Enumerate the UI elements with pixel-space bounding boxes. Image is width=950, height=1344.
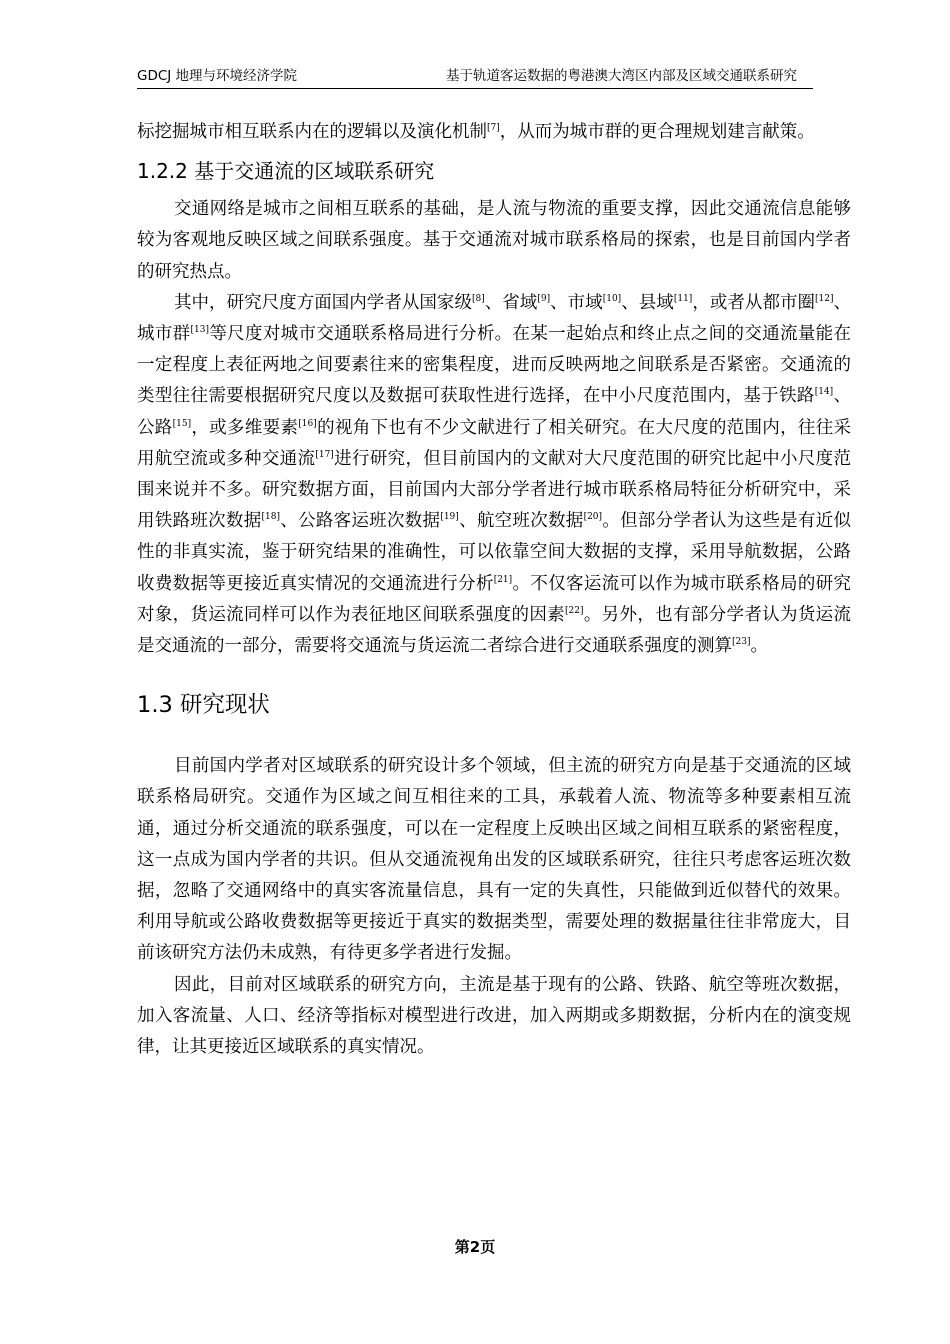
header-institution: GDCJ 地理与环境经济学院 [137,68,298,84]
citation: [16] [298,418,317,429]
header-thesis-title: 基于轨道客运数据的粤港澳大湾区内部及区域交通联系研究 [446,68,797,84]
paragraph-research-scale: 其中，研究尺度方面国内学者从国家级[8]、省域[9]、市域[10]、县域[11]，或者从都市圈[12]、城市群[13]等尺度对城市交通联系格局进行分析。在某一起始点和终止点之间的交通流量能在一定程度上表征两地之间要素往来的密集程度，进而反映两地之间联系是否紧密。交通流的类型往往需要根据研究尺度以及数据可获取性进行选择，在中小尺度范围内，基于铁路[14]、公路[15]，或多维要素[16]的视角下也有不少文献进行了相关研究。在大尺度的范围内，往往采用航空流或多种交通流[17]进行研究，但目前国内的文献对大尺度范围的研究比起中小尺度范围来说并不多。研究数据方面，目前国内大部分学者进行城市联系格局特征分析研究中，采用铁路班次数据[18]、公路客运班次数据[19]、航空班次数据[20]。但部分学者认为这些是有近似性的非真实流，鉴于研究结果的准确性，可以依靠空间大数据的支撑，采用导航数据，公路收费数据等更接近真实情况的交通流进行分析[21]。不仅客运流可以作为城市联系格局的研究对象，货运流同样可以作为表征地区间联系强度的因素[22]。另外，也有部分学者认为货运流是交通流的一部分，需要将交通流与货运流二者综合进行交通联系强度的测算[23]。 [137,292,852,657]
page-header [137,64,813,89]
citation: [17] [315,450,334,460]
citation: [14] [814,387,834,398]
citation: [21] [493,574,513,585]
page-number: 第2页 [454,1238,496,1256]
citation: [13] [190,325,209,336]
citation: [12] [815,293,834,304]
citation: [15] [172,418,192,429]
page-body [137,117,851,1063]
citation: [19] [440,512,459,523]
section-heading-1-2-2: 1.2.2 基于交通流的区域联系研究 [137,159,435,184]
citation: [8] [471,293,485,304]
citation: [11] [673,293,693,304]
section-heading-1-3: 1.3 研究现状 [137,692,270,719]
citation: [9] [537,293,551,304]
citation: [23] [732,637,751,648]
citation: [18] [261,512,280,523]
paragraph-intro-traffic: 交通网络是城市之间相互联系的基础，是人流与物流的重要支撑，因此交通流信息能够较为客观地反映区域之间联系强度。基于交通流对城市联系格局的探索，也是目前国内学者的研究热点。 [137,199,851,282]
citation: [10] [602,293,622,304]
citation: [22] [565,606,584,617]
citation: [7] [487,123,500,134]
citation: [20] [583,512,603,523]
paragraph-research-status: 目前国内学者对区域联系的研究设计多个领域，但主流的研究方向是基于交通流的区域联系格局研究。交通作为区域之间互相往来的工具，承载着人流、物流等多种要素相互流通，通过分析交通流的联系强度，可以在一定程度上反映出区域之间相互联系的紧密程度，这一点成为国内学者的共识。但从交通流视角出发的区域联系研究，往往只考虑客运班次数据，忽略了交通网络中的真实客流量信息，具有一定的失真性，只能做到近似替代的效果。利用导航或公路收费数据等更接近于真实的数据类型，需要处理的数据量往往非常庞大，目前该研究方法仍未成熟，有待更多学者进行发掘。 [137,756,851,964]
paragraph-conclusion: 因此，目前对区域联系的研究方向，主流是基于现有的公路、铁路、航空等班次数据，加入客流量、人口、经济等指标对模型进行改进，加入两期或多期数据，分析内在的演变规律，让其更接近区域联系的真实情况。 [137,974,851,1058]
paragraph-continued: 标挖掘城市相互联系内在的逻辑以及演化机制[7]，从而为城市群的更合理规划建言献策。 [137,122,815,142]
